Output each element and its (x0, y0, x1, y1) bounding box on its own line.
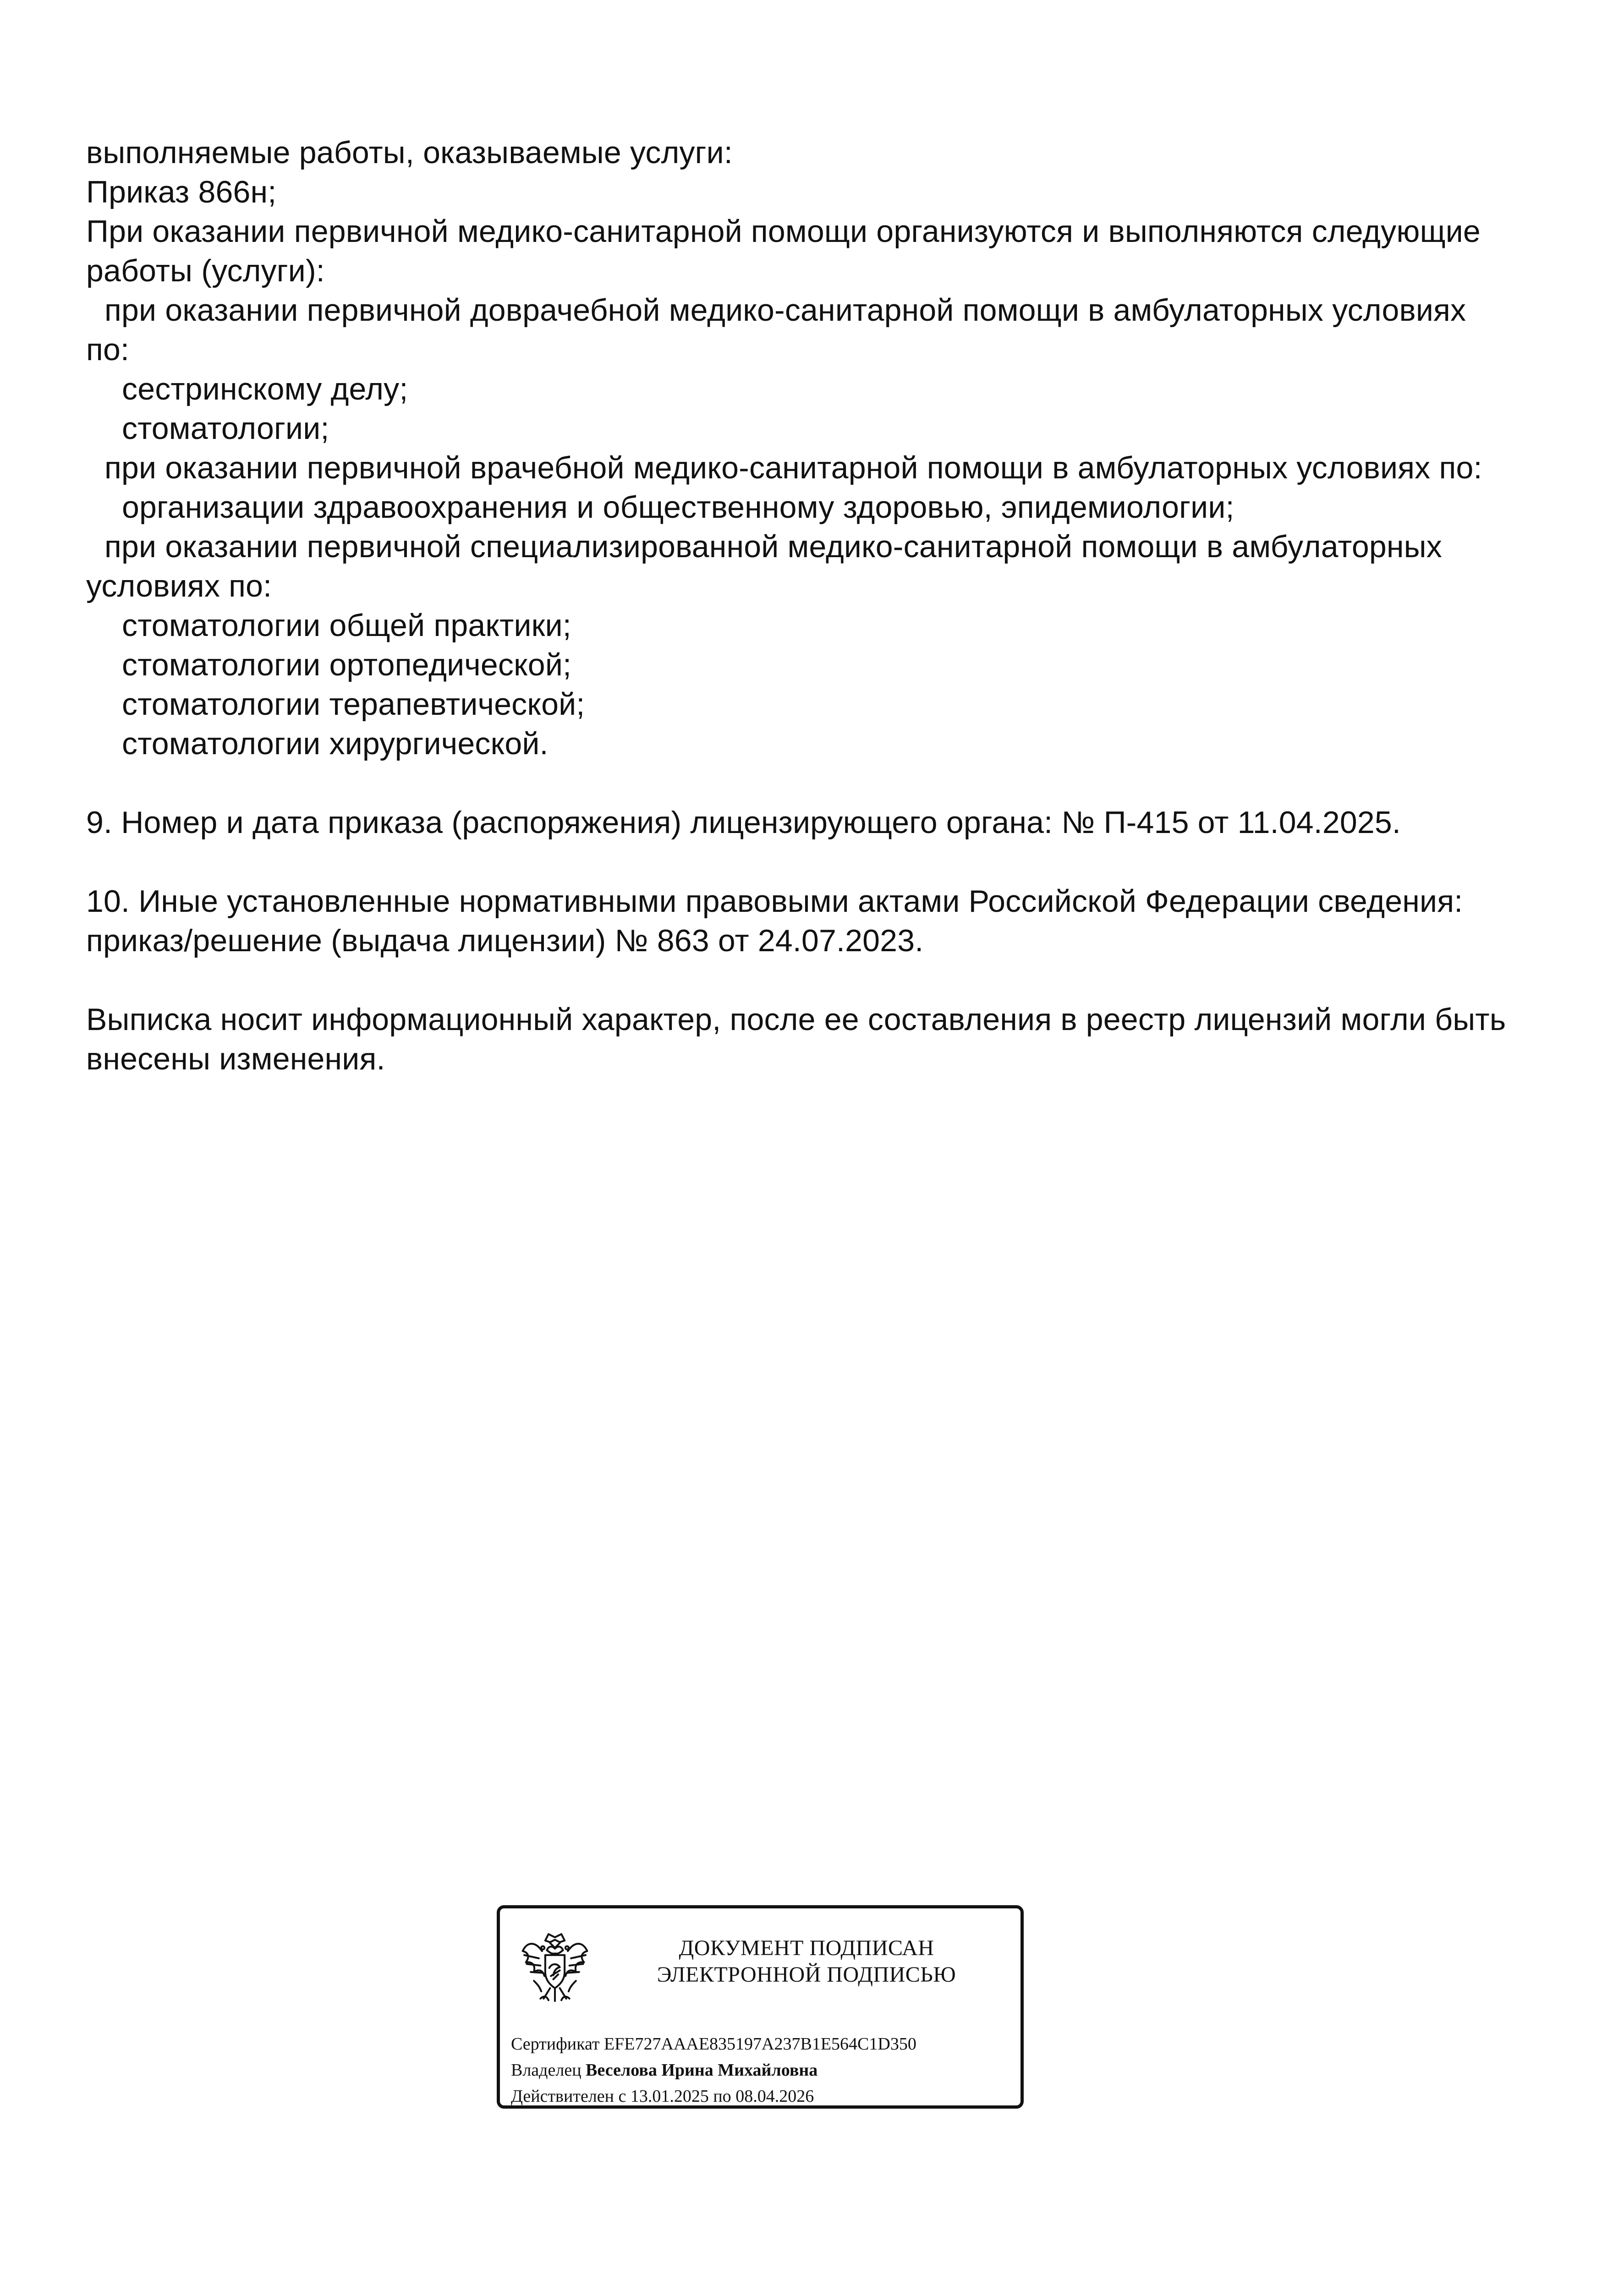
text-line: по: (86, 332, 130, 367)
text-line: условиях по: (86, 569, 272, 603)
item-10-line-2: приказ/решение (выдача лицензии) № 863 от 24.07.2023. (86, 923, 924, 958)
valid-to-date: 08.04.2026 (735, 2087, 814, 2106)
certificate-value: EFE727AAAE835197A237B1E564C1D350 (604, 2034, 916, 2054)
information-note-line-2: внесены изменения. (86, 1041, 385, 1076)
service-item: стоматологии ортопедической; (122, 647, 572, 682)
text-line: выполняемые работы, оказываемые услуги: (86, 135, 733, 170)
text-line: работы (услуги): (86, 253, 325, 288)
signature-stamp-title-line: ДОКУМЕНТ ПОДПИСАН (679, 1936, 934, 1960)
russian-coat-of-arms-icon (515, 1928, 595, 2008)
item-10-line-1: 10. Иные установленные нормативными правовыми актами Российской Федерации сведения: (86, 884, 1463, 919)
paragraph-spacer (86, 842, 1580, 882)
service-item: сестринскому делу; (122, 372, 408, 406)
signature-details (511, 2031, 1010, 2110)
service-item: стоматологии терапевтической; (122, 687, 585, 722)
paragraph-spacer (86, 960, 1580, 1000)
signature-stamp-title-line: ЭЛЕКТРОННОЙ ПОДПИСЬЮ (657, 1962, 956, 1987)
service-item: стоматологии общей практики; (122, 608, 571, 643)
text-line: при оказании первичной врачебной медико-санитарной помощи в амбулаторных условиях по: (104, 450, 1482, 485)
valid-from-date: 13.01.2025 (630, 2087, 709, 2106)
text-line: при оказании первичной специализированной медико-санитарной помощи в амбулаторных (104, 529, 1442, 564)
information-note-line-1: Выписка носит информационный характер, после ее составления в реестр лицензий могли быть (86, 1002, 1506, 1037)
owner-label: Владелец (511, 2061, 582, 2080)
validity-row (511, 2083, 1010, 2110)
validity-middle: по (713, 2087, 731, 2106)
document-body (86, 133, 1580, 1079)
paragraph-spacer (86, 763, 1580, 803)
service-item: стоматологии хирургической. (122, 726, 549, 761)
validity-prefix: Действителен с (511, 2087, 626, 2106)
item-9-license-order: 9. Номер и дата приказа (распоряжения) лицензирующего органа: № П-415 от 11.04.2025. (86, 805, 1401, 840)
certificate-label: Сертификат (511, 2034, 600, 2054)
electronic-signature-stamp (497, 1905, 1024, 2109)
text-line: Приказ 866н; (86, 175, 277, 209)
signature-stamp-title (625, 1935, 988, 1988)
service-item: стоматологии; (122, 411, 329, 446)
certificate-row (511, 2031, 1010, 2057)
owner-row (511, 2057, 1010, 2083)
owner-name: Веселова Ирина Михайловна (586, 2061, 818, 2080)
text-line: При оказании первичной медико-санитарной помощи организуются и выполняются следующие (86, 214, 1481, 249)
text-line: при оказании первичной доврачебной медико-санитарной помощи в амбулаторных условиях (104, 293, 1466, 328)
service-item: организации здравоохранения и общественному здоровью, эпидемиологии; (122, 490, 1234, 525)
